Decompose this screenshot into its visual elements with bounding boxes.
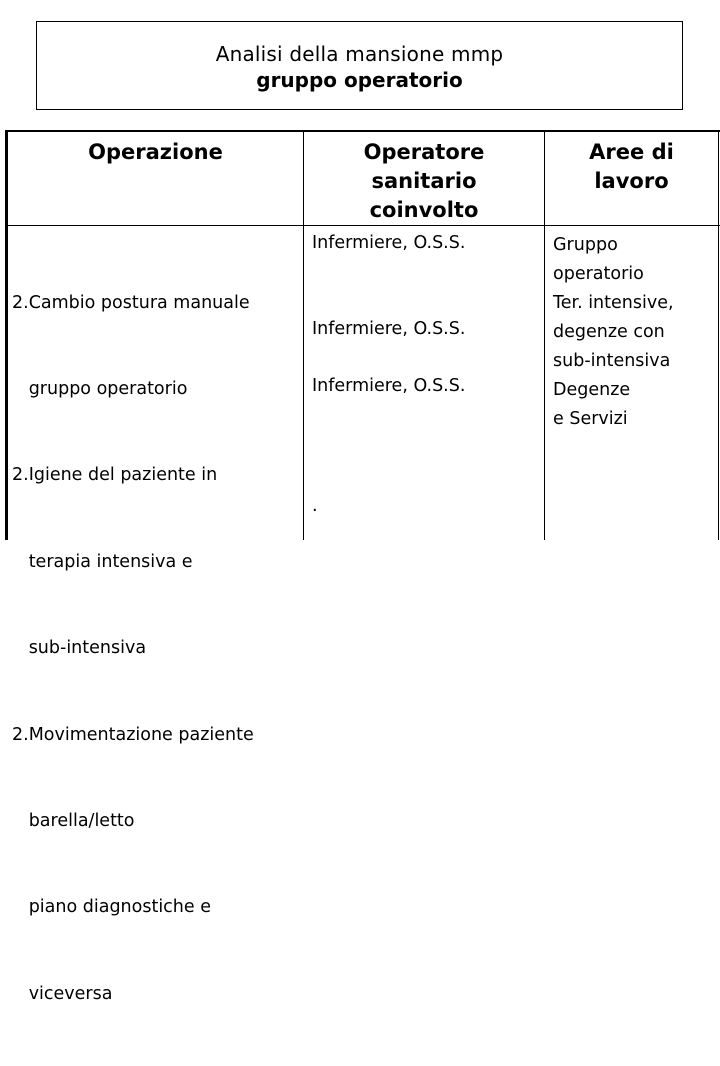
operatore-entry: . xyxy=(312,496,318,516)
operazione-line: 2.Movimentazione paziente xyxy=(12,724,254,745)
operazione-line: piano diagnostiche e xyxy=(12,897,211,918)
operazione-line: 2.Cambio postura manuale xyxy=(12,292,250,313)
area-line: Ter. intensive, xyxy=(553,293,674,313)
operazione-line: viceversa xyxy=(12,983,113,1004)
operazione-line: sub-intensiva xyxy=(12,638,147,659)
operazione-line: 2.Igiene del paziente in xyxy=(12,465,218,486)
header-operatore xyxy=(304,138,544,225)
header-operazione-line: Operazione xyxy=(88,140,223,164)
analysis-table xyxy=(5,130,720,1004)
header-divider xyxy=(8,225,720,226)
area-line: sub-intensiva xyxy=(553,351,671,371)
operazione-line: gruppo operatorio xyxy=(12,378,188,399)
header-operatore-line: Operatore xyxy=(363,140,485,164)
area-line: operatorio xyxy=(553,264,644,284)
header-operatore-line: sanitario xyxy=(371,169,477,193)
area-line: degenze con xyxy=(553,322,665,342)
title-box xyxy=(36,21,683,110)
operazione-line: terapia intensiva e xyxy=(12,551,193,572)
header-aree-line: Aree di xyxy=(589,140,674,164)
header-aree xyxy=(545,138,718,196)
area-line: Gruppo xyxy=(553,235,618,255)
title-line-2: gruppo operatorio xyxy=(256,68,463,92)
title-line-1: Analisi della mansione mmp xyxy=(215,42,504,66)
area-line: e Servizi xyxy=(553,409,628,429)
aree-cell xyxy=(553,231,720,434)
operatore-entry: Infermiere, O.S.S. xyxy=(312,319,466,339)
operazioni-cell xyxy=(12,231,308,1066)
header-operazione xyxy=(8,138,303,167)
operatore-entry: Infermiere, O.S.S. xyxy=(312,233,466,253)
operatore-entry: Infermiere, O.S.S. xyxy=(312,376,466,396)
operazione-line: barella/letto xyxy=(12,810,135,831)
header-aree-line: lavoro xyxy=(594,169,669,193)
area-line: Degenze xyxy=(553,380,631,400)
header-operatore-line: coinvolto xyxy=(369,198,479,222)
